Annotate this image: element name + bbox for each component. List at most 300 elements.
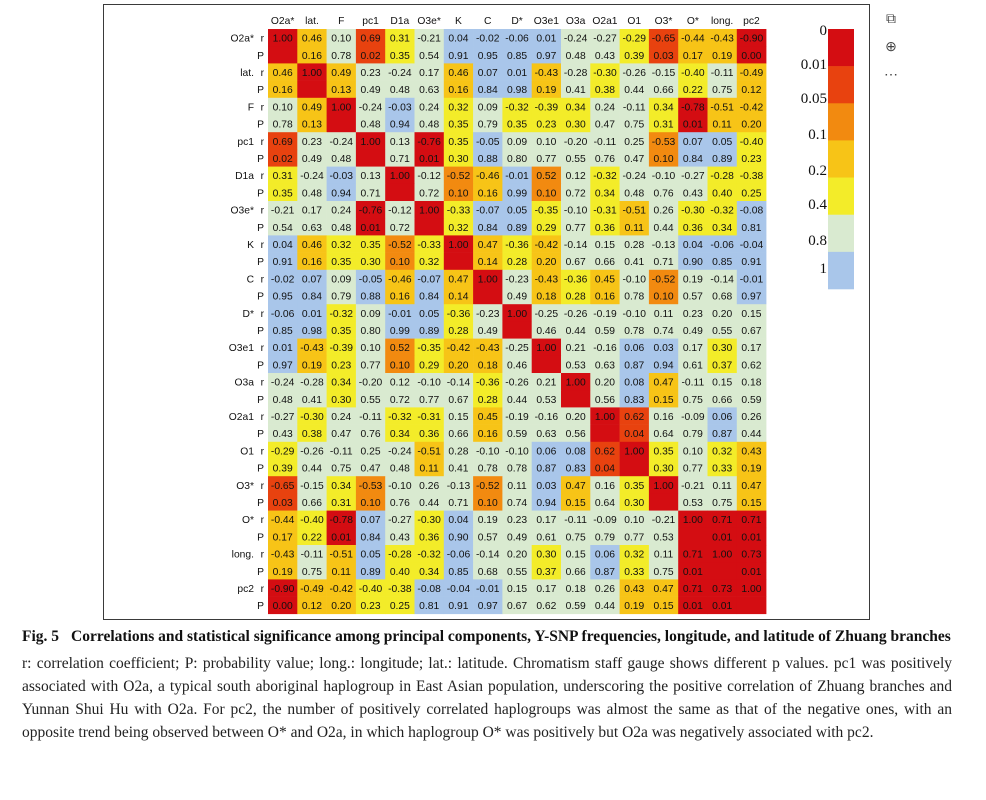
more-icon[interactable]: ⋯ [884, 65, 898, 82]
r-value-label: -0.12 [417, 171, 441, 183]
r-value-label: 0.10 [536, 136, 557, 148]
row-variable-label: pc1 [237, 136, 254, 148]
column-label: O3* [654, 16, 673, 27]
r-value-label: -0.32 [388, 412, 412, 423]
r-value-label: -0.23 [476, 308, 500, 320]
r-value-label: -0.09 [681, 412, 705, 423]
p-value-label: 0.10 [653, 291, 674, 303]
column-label: K [455, 16, 462, 27]
r-value-label: 0.10 [360, 343, 381, 355]
r-value-label: -0.07 [476, 205, 500, 217]
p-value-label: 0.77 [565, 222, 586, 234]
r-value-label: 0.26 [594, 584, 615, 595]
row-type-label: r [260, 308, 264, 320]
row-variable-label: O3e* [230, 205, 254, 217]
p-value-label: 0.81 [741, 222, 762, 234]
r-value-label: 0.28 [448, 446, 469, 458]
column-label: lat. [305, 16, 319, 27]
p-value-label: 0.80 [360, 326, 381, 337]
p-value-label: 0.44 [507, 394, 528, 406]
r-value-label: 0.47 [653, 377, 674, 389]
p-value-label: 0.84 [360, 532, 381, 544]
row-type-label: r [260, 446, 264, 458]
r-value-label: -0.05 [476, 136, 500, 148]
p-value-label: 0.48 [331, 154, 352, 165]
r-value-label: 0.07 [682, 136, 703, 148]
p-value-label: 0.66 [712, 394, 733, 406]
p-value-label: 0.55 [565, 154, 586, 165]
p-value-label: 0.43 [594, 50, 615, 62]
r-value-label: 0.18 [741, 377, 762, 389]
p-value-label: 0.97 [536, 50, 557, 62]
r-value-label: 0.01 [536, 33, 557, 45]
r-value-label: 0.07 [301, 274, 322, 286]
p-value-label: 0.74 [653, 326, 674, 337]
r-value-label: -0.12 [388, 205, 412, 217]
p-value-label: 0.40 [389, 566, 410, 578]
p-value-label: 0.34 [594, 188, 615, 200]
r-value-label: -0.39 [329, 343, 353, 355]
r-value-label: -0.90 [739, 33, 764, 45]
legend-label: 0.4 [808, 197, 827, 213]
r-value-label: 1.00 [536, 343, 557, 355]
r-value-label: -0.42 [446, 343, 471, 355]
p-value-label: 0.22 [301, 532, 322, 544]
r-value-label: 0.71 [712, 515, 733, 527]
p-value-label: 0.28 [477, 394, 498, 406]
r-value-label: -0.51 [329, 549, 353, 561]
r-value-label: -0.44 [270, 515, 295, 527]
row-type-label: P [257, 154, 264, 165]
column-label: O3e* [417, 16, 441, 27]
p-value-label: 0.38 [301, 429, 322, 441]
p-value-label: 0.89 [419, 326, 440, 337]
p-value-label: 0.66 [565, 566, 586, 578]
heatmap-cell [356, 149, 386, 167]
r-value-label: -0.11 [593, 136, 617, 148]
row-variable-label: lat. [240, 68, 254, 79]
r-value-label: 0.18 [565, 584, 586, 595]
r-value-label: -0.90 [270, 584, 295, 595]
p-value-label: 0.90 [682, 257, 703, 269]
r-value-label: 0.15 [565, 549, 586, 561]
p-value-label: 0.88 [477, 154, 498, 165]
r-value-label: -0.14 [563, 240, 588, 251]
p-value-label: 0.84 [477, 85, 498, 97]
p-value-label: 0.16 [389, 291, 410, 303]
p-value-label: 0.01 [419, 154, 440, 165]
r-value-label: -0.27 [388, 515, 412, 527]
p-value-label: 0.77 [624, 532, 645, 544]
r-value-label: 0.26 [653, 205, 674, 217]
p-value-label: 0.16 [301, 257, 322, 269]
r-value-label: 0.19 [682, 274, 703, 286]
r-value-label: 0.28 [624, 240, 645, 251]
r-value-label: -0.01 [388, 308, 412, 320]
r-value-label: -0.78 [681, 102, 705, 114]
p-value-label: 0.35 [507, 119, 528, 131]
r-value-label: 0.15 [448, 412, 469, 423]
heatmap-cell [649, 493, 679, 511]
p-value-label: 0.63 [594, 360, 615, 372]
p-value-label: 0.01 [682, 601, 703, 613]
r-value-label: 0.30 [712, 343, 733, 355]
heatmap-cell [561, 390, 591, 408]
row-variable-label: O3e1 [228, 343, 254, 355]
p-value-label: 0.00 [272, 601, 293, 613]
column-label: O2a1 [592, 16, 618, 27]
row-type-label: r [260, 480, 264, 492]
p-value-label: 0.88 [360, 291, 381, 303]
r-value-label: 0.06 [712, 412, 733, 423]
zoom-in-icon[interactable]: ⊕ [885, 37, 897, 54]
p-value-label: 0.18 [477, 360, 498, 372]
r-value-label: 1.00 [477, 274, 498, 286]
heatmap-cell [268, 46, 298, 64]
r-value-label: -0.44 [681, 33, 705, 45]
caption-title [22, 626, 952, 648]
p-value-label: 0.87 [712, 429, 733, 441]
r-value-label: 0.05 [419, 308, 440, 320]
r-value-label: -0.28 [563, 68, 588, 79]
r-value-label: -0.06 [710, 240, 734, 251]
p-value-label: 0.35 [448, 119, 469, 131]
p-value-label: 0.35 [331, 257, 352, 269]
p-value-label: 0.74 [507, 498, 528, 509]
r-value-label: 0.19 [477, 515, 498, 527]
image-edit-icon[interactable]: ⧉ [886, 9, 896, 26]
r-value-label: -0.31 [593, 205, 617, 217]
p-value-label: 0.20 [331, 601, 352, 613]
r-value-label: -0.09 [593, 515, 617, 527]
p-value-label: 0.98 [507, 85, 528, 97]
r-value-label: 0.09 [360, 308, 381, 320]
p-value-label: 0.80 [507, 154, 528, 165]
p-value-label: 0.02 [360, 50, 381, 62]
p-value-label: 0.64 [653, 429, 674, 441]
r-value-label: -0.29 [622, 33, 646, 45]
row-type-label: P [257, 566, 264, 578]
heatmap-cell [532, 356, 562, 374]
r-value-label: 0.21 [536, 377, 557, 389]
p-value-label: 0.40 [712, 188, 733, 200]
p-value-label: 0.34 [389, 429, 410, 441]
p-value-label: 0.28 [507, 257, 528, 269]
column-label: O* [686, 16, 699, 27]
p-value-label: 0.04 [624, 429, 645, 441]
r-value-label: 1.00 [360, 136, 381, 148]
r-value-label: 0.10 [272, 102, 293, 114]
r-value-label: 0.30 [536, 549, 557, 561]
column-label: O2a* [270, 16, 295, 27]
r-value-label: 0.49 [331, 68, 352, 79]
r-value-label: -0.06 [446, 549, 471, 561]
row-type-label: P [257, 429, 264, 441]
r-value-label: 0.06 [536, 446, 557, 458]
r-value-label: -0.76 [417, 136, 441, 148]
column-label: O1 [627, 16, 642, 27]
row-type-label: P [257, 188, 264, 200]
p-value-label: 0.43 [682, 188, 703, 200]
r-value-label: -0.24 [270, 377, 295, 389]
r-value-label: 0.11 [712, 480, 732, 492]
r-value-label: -0.14 [710, 274, 734, 286]
p-value-label: 0.47 [360, 463, 381, 475]
r-value-label: 0.23 [507, 515, 528, 527]
r-value-label: -0.11 [564, 515, 588, 527]
p-value-label: 0.67 [448, 394, 469, 406]
row-variable-label: O* [241, 515, 254, 527]
p-value-label: 0.41 [301, 394, 322, 406]
p-value-label: 0.87 [594, 566, 615, 578]
row-variable-label: D1a [235, 171, 254, 183]
p-value-label: 0.91 [272, 257, 293, 269]
row-type-label: r [260, 515, 264, 527]
p-value-label: 0.49 [682, 326, 703, 337]
r-value-label: -0.33 [446, 205, 471, 217]
p-value-label: 0.59 [594, 326, 615, 337]
row-variable-label: K [247, 240, 254, 251]
p-value-label: 0.95 [477, 50, 498, 62]
r-value-label: -0.78 [329, 515, 353, 527]
r-value-label: 0.34 [331, 377, 352, 389]
p-value-label: 0.75 [624, 119, 645, 131]
p-value-label: 0.83 [565, 463, 586, 475]
p-value-label: 0.48 [389, 463, 410, 475]
r-value-label: 0.01 [507, 68, 528, 79]
p-value-label: 0.72 [389, 394, 410, 406]
r-value-label: -0.16 [534, 412, 559, 423]
p-value-label: 0.16 [301, 50, 322, 62]
r-value-label: -0.36 [476, 377, 500, 389]
legend-swatch [828, 215, 854, 252]
row-variable-label: O2a* [230, 33, 254, 45]
p-value-label: 0.34 [419, 566, 440, 578]
r-value-label: -0.76 [358, 205, 383, 217]
r-value-label: 0.26 [419, 480, 440, 492]
r-value-label: 0.45 [594, 274, 615, 286]
heatmap-cell [620, 459, 650, 477]
p-value-label: 0.66 [301, 498, 322, 509]
p-value-label: 0.00 [741, 50, 762, 62]
r-value-label: -0.24 [358, 102, 383, 114]
r-value-label: 0.15 [741, 308, 762, 320]
p-value-label: 0.32 [419, 257, 440, 269]
p-value-label: 0.39 [624, 50, 645, 62]
r-value-label: -0.28 [300, 377, 324, 389]
r-value-label: -0.06 [270, 308, 295, 320]
r-value-label: 0.62 [624, 412, 645, 423]
legend-label: 1 [819, 261, 827, 277]
r-value-label: 0.35 [448, 136, 469, 148]
column-label: long. [710, 16, 734, 27]
r-value-label: -0.27 [593, 33, 617, 45]
p-value-label: 0.87 [536, 463, 557, 475]
p-value-label: 0.44 [419, 498, 440, 509]
p-value-label: 0.79 [682, 429, 703, 441]
p-value-label: 0.97 [477, 601, 498, 613]
p-value-label: 0.10 [389, 257, 410, 269]
p-value-label: 0.31 [653, 119, 674, 131]
p-value-label: 0.28 [448, 326, 469, 337]
heatmap-cell [444, 253, 474, 271]
p-value-label: 0.99 [507, 188, 528, 200]
r-value-label: -0.27 [681, 171, 705, 183]
legend-swatch [828, 252, 854, 289]
p-value-label: 0.47 [331, 429, 352, 441]
p-value-label: 0.55 [507, 566, 528, 578]
p-value-label: 0.41 [448, 463, 469, 475]
p-value-label: 0.11 [419, 463, 439, 475]
row-type-label: P [257, 50, 264, 62]
row-type-label: r [260, 377, 264, 389]
p-value-label: 0.84 [477, 222, 498, 234]
p-value-label: 0.30 [565, 119, 586, 131]
r-value-label: -0.36 [446, 308, 471, 320]
r-value-label: 1.00 [331, 102, 352, 114]
column-label: pc1 [362, 16, 379, 27]
p-value-label: 0.17 [682, 50, 703, 62]
r-value-label: 1.00 [741, 584, 762, 595]
r-value-label: -0.46 [388, 274, 412, 286]
p-value-label: 0.90 [448, 532, 469, 544]
p-value-label: 0.12 [741, 85, 762, 97]
r-value-label: -0.24 [622, 171, 646, 183]
column-label: D1a [390, 16, 410, 27]
p-value-label: 0.30 [624, 498, 645, 509]
p-value-label: 0.44 [594, 601, 615, 613]
r-value-label: -0.28 [710, 171, 734, 183]
p-value-label: 0.72 [389, 222, 410, 234]
p-value-label: 0.10 [536, 188, 557, 200]
r-value-label: 1.00 [507, 308, 528, 320]
r-value-label: -0.30 [417, 515, 441, 527]
r-value-label: -0.10 [622, 308, 646, 320]
p-value-label: 0.33 [624, 566, 645, 578]
p-value-label: 0.46 [536, 326, 557, 337]
r-value-label: 0.31 [272, 171, 293, 183]
p-value-label: 0.44 [301, 463, 322, 475]
p-value-label: 0.71 [389, 154, 410, 165]
figure-title: Correlations and statistical significance among principal components, Y-SNP frequencies, longitude, and latitude of Zhuang branches [71, 628, 951, 645]
p-value-label: 0.76 [389, 498, 410, 509]
r-value-label: -0.39 [534, 102, 559, 114]
r-value-label: -0.11 [300, 549, 324, 561]
r-value-label: -0.52 [476, 480, 500, 492]
p-value-label: 0.66 [448, 429, 469, 441]
p-value-label: 0.75 [301, 566, 322, 578]
p-value-label: 0.78 [507, 463, 528, 475]
heatmap-cell [473, 287, 503, 305]
r-value-label: -0.51 [710, 102, 734, 114]
row-type-label: r [260, 205, 264, 217]
p-value-label: 0.14 [448, 291, 469, 303]
r-value-label: 1.00 [301, 68, 322, 79]
p-value-label: 0.10 [653, 154, 674, 165]
r-value-label: -0.65 [651, 33, 676, 45]
r-value-label: 0.32 [624, 549, 645, 561]
r-value-label: -0.43 [710, 33, 734, 45]
r-value-label: -0.30 [593, 68, 617, 79]
row-type-label: P [257, 85, 264, 97]
p-value-label: 0.91 [741, 257, 762, 269]
r-value-label: -0.51 [622, 205, 646, 217]
row-variable-label: D* [242, 308, 254, 320]
r-value-label: -0.13 [651, 240, 676, 251]
r-value-label: -0.13 [446, 480, 471, 492]
p-value-label: 0.49 [301, 154, 322, 165]
p-value-label: 0.01 [741, 566, 762, 578]
correlation-heatmap [104, 5, 869, 619]
p-value-label: 0.56 [594, 394, 615, 406]
r-value-label: 0.46 [448, 68, 469, 79]
r-value-label: -0.08 [417, 584, 441, 595]
r-value-label: 1.00 [565, 377, 586, 389]
heatmap-cell [502, 321, 532, 339]
row-variable-label: C [246, 274, 254, 286]
r-value-label: 0.45 [477, 412, 498, 423]
r-value-label: 0.34 [653, 102, 674, 114]
p-value-label: 0.03 [653, 50, 674, 62]
p-value-label: 0.19 [301, 360, 322, 372]
r-value-label: 0.16 [594, 480, 615, 492]
p-value-label: 0.25 [389, 601, 410, 613]
r-value-label: 0.11 [653, 549, 674, 561]
p-value-label: 0.78 [624, 291, 645, 303]
r-value-label: -0.26 [505, 377, 529, 389]
p-value-label: 0.49 [507, 291, 528, 303]
r-value-label: -0.21 [681, 480, 705, 492]
p-value-label: 0.78 [331, 50, 352, 62]
row-type-label: P [257, 119, 264, 131]
p-value-label: 0.91 [448, 601, 469, 613]
r-value-label: 0.31 [389, 33, 410, 45]
p-value-label: 0.76 [653, 188, 674, 200]
r-value-label: 0.52 [536, 171, 557, 183]
figure-number: Fig. 5 [22, 628, 60, 645]
p-value-label: 0.56 [565, 429, 586, 441]
p-value-label: 0.30 [448, 154, 469, 165]
p-value-label: 0.16 [477, 429, 498, 441]
column-label: F [338, 16, 345, 27]
p-value-label: 0.37 [712, 360, 733, 372]
r-value-label: 0.07 [477, 68, 498, 79]
p-value-label: 0.55 [360, 394, 381, 406]
r-value-label: 1.00 [419, 205, 440, 217]
row-variable-label: long. [231, 549, 254, 561]
legend-swatch [828, 66, 854, 103]
r-value-label: -0.35 [417, 343, 441, 355]
p-value-label: 0.23 [360, 601, 381, 613]
p-value-label: 0.79 [594, 532, 615, 544]
p-value-label: 0.94 [389, 119, 410, 131]
p-value-label: 0.59 [565, 601, 586, 613]
p-value-label: 0.75 [565, 532, 586, 544]
p-value-label: 0.38 [594, 85, 615, 97]
row-type-label: r [260, 171, 264, 183]
r-value-label: 0.24 [331, 412, 352, 423]
r-value-label: -0.04 [446, 584, 471, 595]
p-value-label: 0.37 [536, 566, 557, 578]
p-value-label: 0.36 [594, 222, 615, 234]
r-value-label: -0.01 [476, 584, 500, 595]
row-variable-label: F [247, 102, 254, 114]
row-type-label: r [260, 549, 264, 561]
p-value-label: 0.75 [331, 463, 352, 475]
r-value-label: 0.10 [331, 33, 352, 45]
heatmap-cell [708, 562, 738, 580]
p-value-label: 0.19 [712, 50, 733, 62]
